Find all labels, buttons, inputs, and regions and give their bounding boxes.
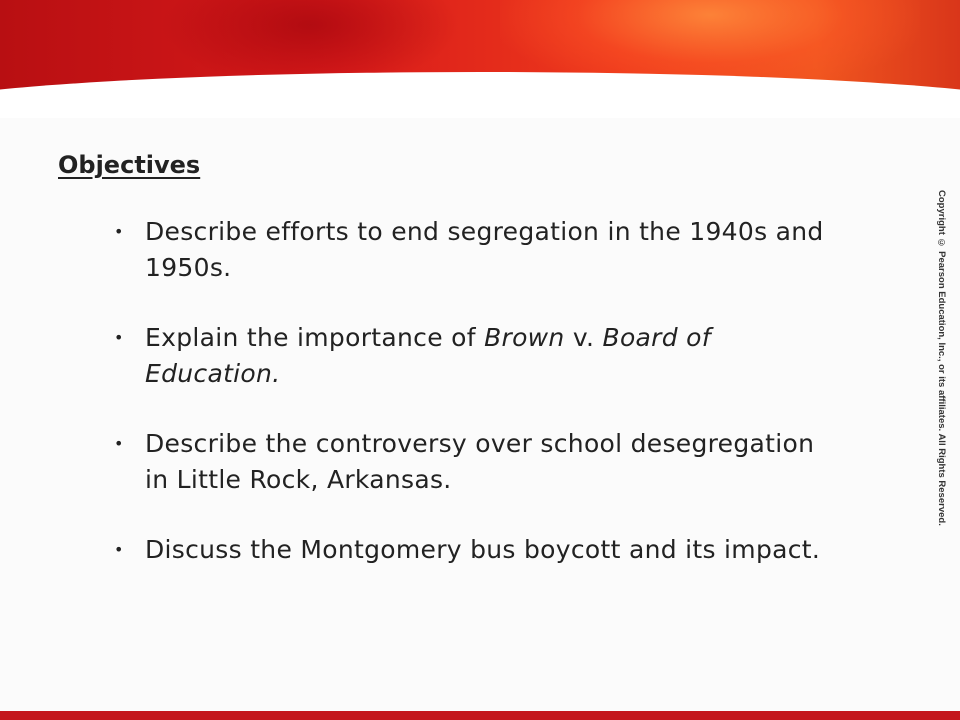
objective-text: Describe the controversy over school desegregation in Little Rock, Arkansas. — [145, 429, 815, 494]
objective-text: Explain the importance of — [145, 323, 485, 352]
objective-item — [114, 214, 825, 286]
objective-text: Brown — [484, 323, 565, 352]
copyright-notice: Copyright © Pearson Education, Inc., or its affiliates. All Rights Reserved. — [936, 190, 947, 526]
objective-item — [114, 426, 825, 498]
slide-heading: Objectives — [58, 151, 201, 179]
objective-text: Describe efforts to end segregation in the 1940s and 1950s. — [145, 217, 824, 282]
bullet-icon: • — [114, 540, 124, 559]
footer-bar — [0, 711, 960, 720]
banner-curve — [0, 72, 960, 120]
objective-text: Board of Education. — [145, 323, 711, 388]
objective-text: v. — [564, 323, 603, 352]
objective-item — [114, 320, 825, 392]
header-banner — [0, 0, 960, 120]
bullet-icon: • — [114, 222, 124, 241]
bullet-icon: • — [114, 328, 124, 347]
objective-text: Discuss the Montgomery bus boycott and its impact. — [145, 535, 821, 564]
objectives-list — [114, 214, 825, 602]
bullet-icon: • — [114, 434, 124, 453]
objective-item — [114, 532, 825, 568]
